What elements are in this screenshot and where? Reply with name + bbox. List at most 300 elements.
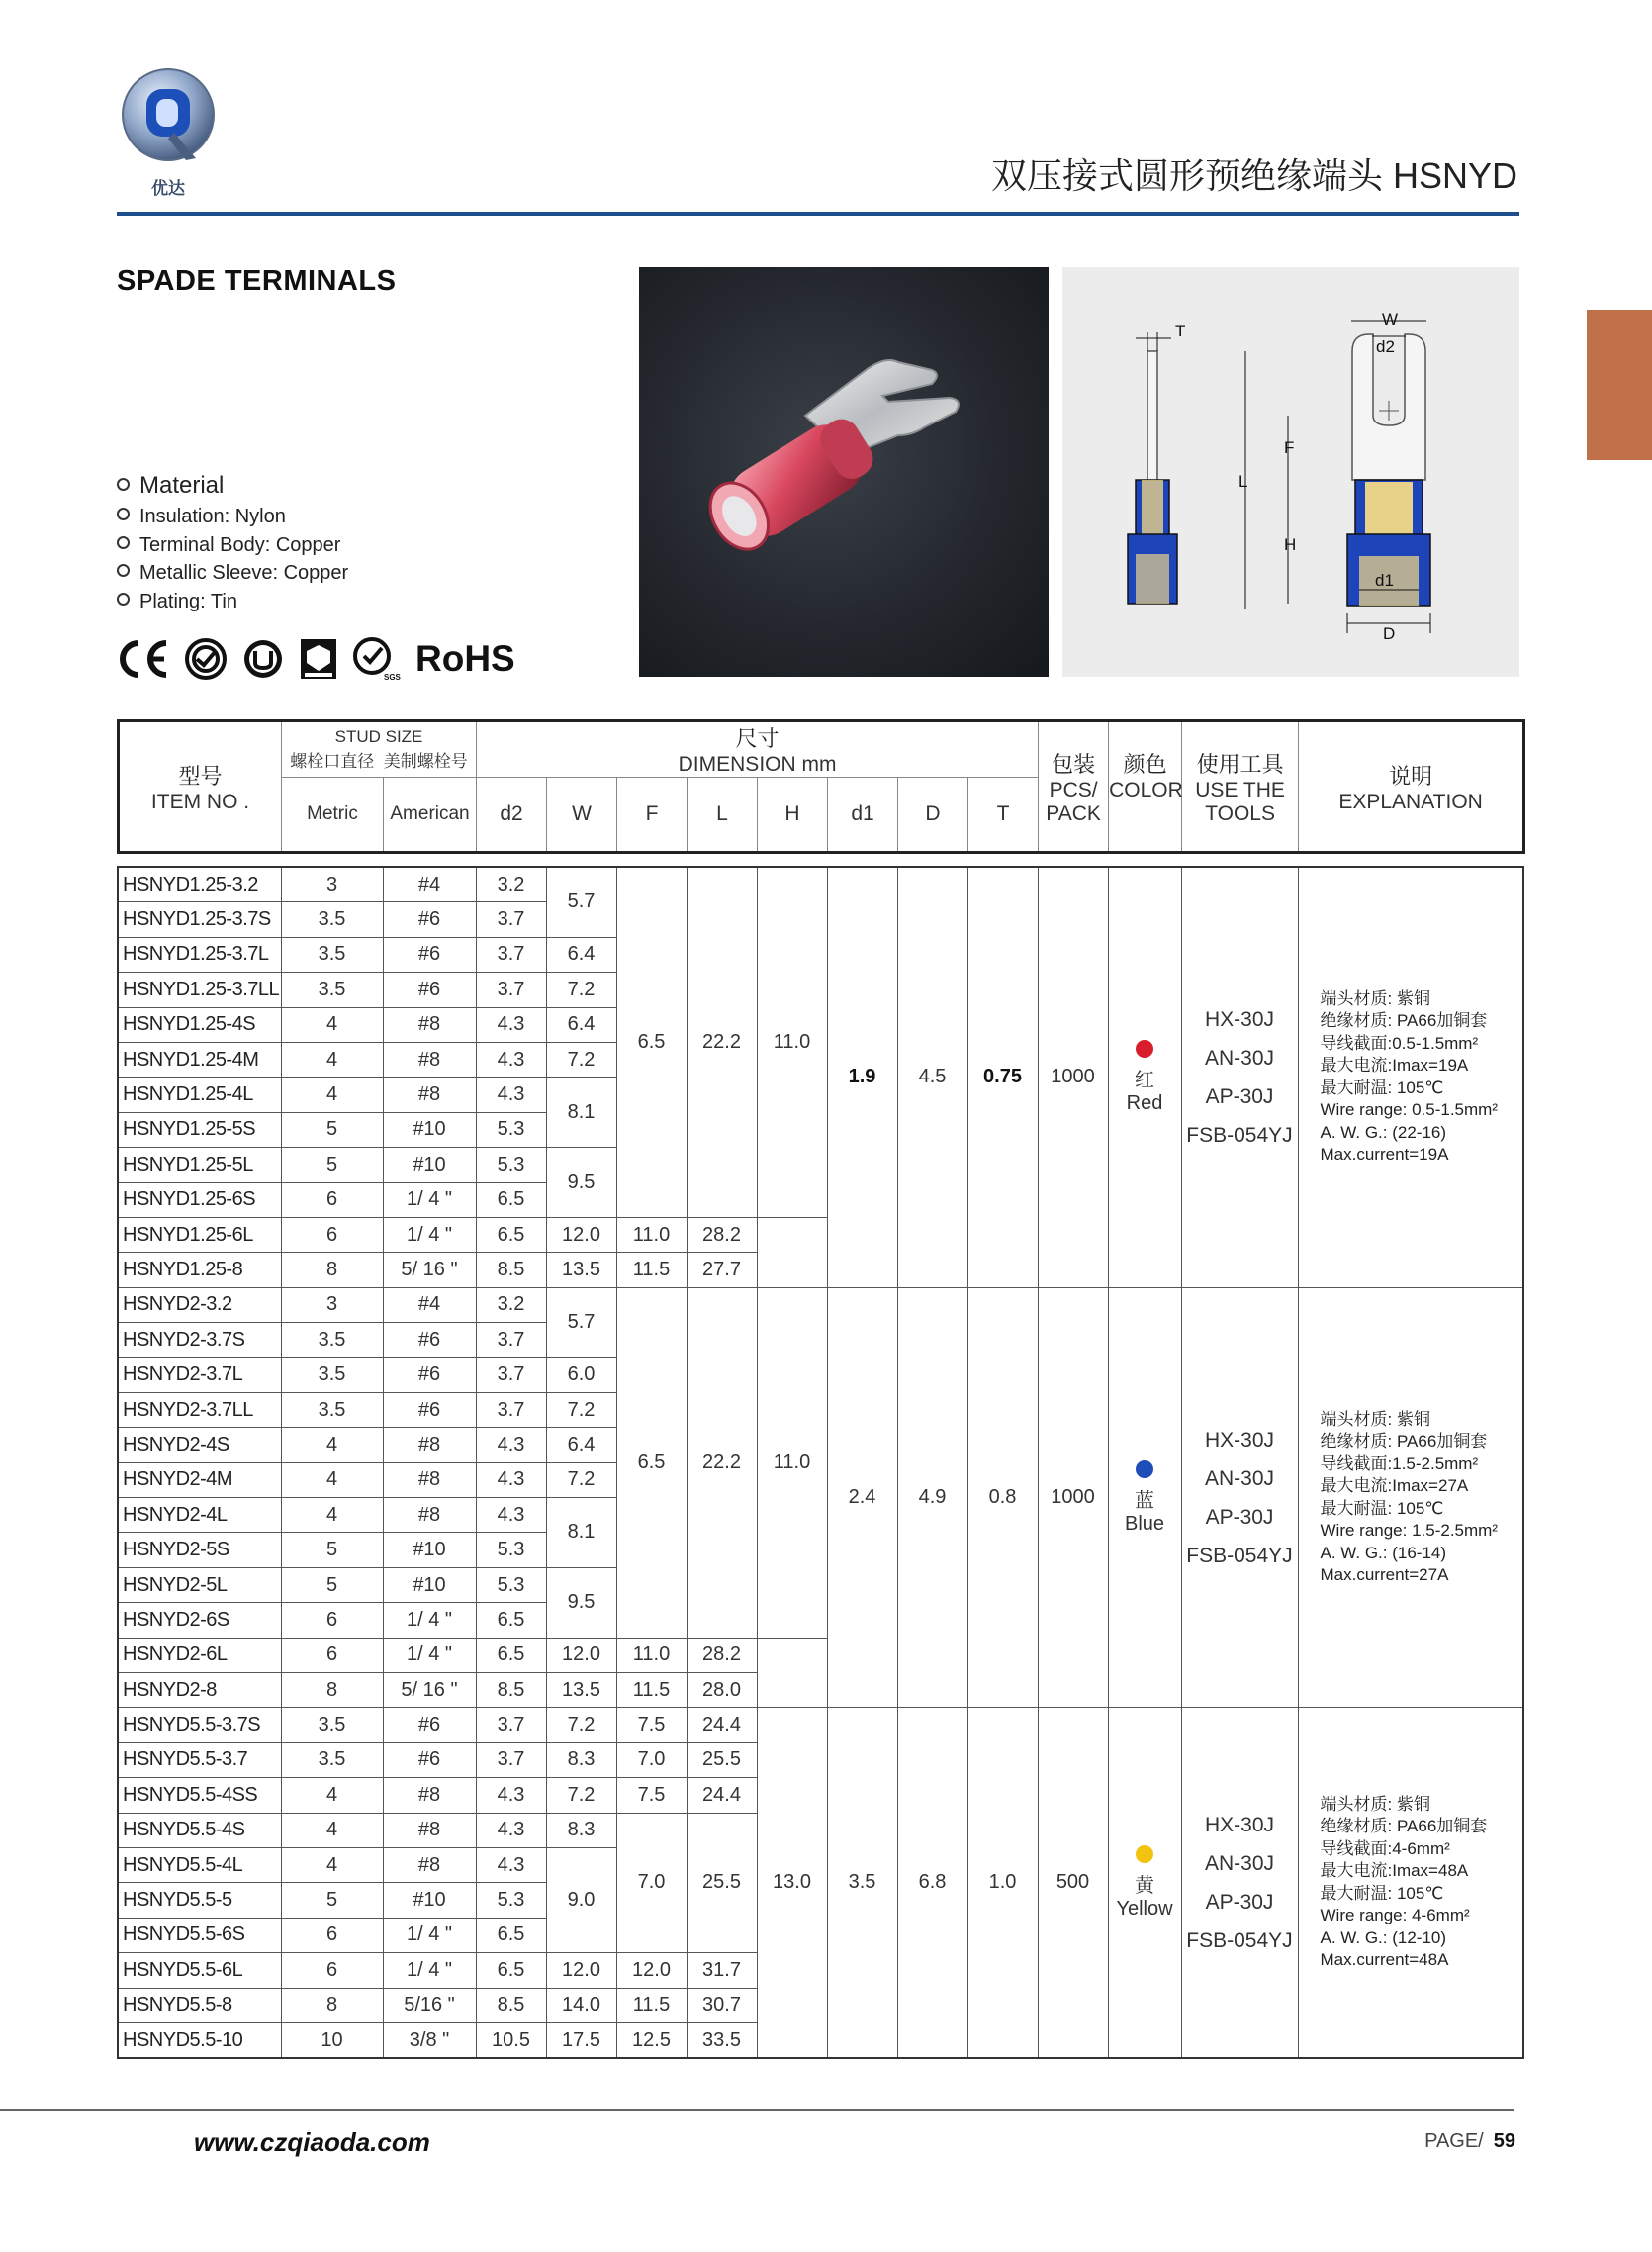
explanation-line: Wire range: 1.5-2.5mm² (1320, 1521, 1498, 1541)
cell-item: HSNYD5.5-6S (118, 1918, 281, 1952)
cell-american: 1/ 4 " (383, 1182, 476, 1217)
label-W: W (1382, 310, 1399, 328)
svg-text:SGS: SGS (384, 673, 401, 682)
explanation-line: Wire range: 4-6mm² (1320, 1906, 1470, 1925)
cell-W: 7.2 (546, 1708, 616, 1742)
cell-explanation (1298, 1708, 1523, 2058)
cell-F: 7.0 (616, 1742, 687, 1777)
explanation-line: 端头材质: 紫铜 (1320, 1409, 1430, 1429)
cell-d2: 3.7 (476, 902, 546, 937)
cell-item: HSNYD1.25-5L (118, 1148, 281, 1182)
color-dot-icon (1136, 1460, 1153, 1478)
header-pack: 包装 PCS/ PACK (1039, 721, 1109, 853)
rohs-label: RoHS (415, 638, 515, 679)
cell-L: 22.2 (687, 867, 757, 1217)
header-dim-d2: d2 (477, 778, 547, 853)
explanation-line: 绝缘材质: PA66加铜套 (1320, 1432, 1488, 1452)
cell-W: 9.0 (546, 1847, 616, 1952)
cell-L: 28.2 (687, 1217, 757, 1252)
cell-metric: 6 (281, 1603, 383, 1638)
cell-metric: 3.5 (281, 1323, 383, 1358)
cell-item: HSNYD2-4M (118, 1462, 281, 1497)
table-row (118, 1287, 1523, 1322)
cell-d2: 4.3 (476, 1042, 546, 1077)
cell-metric: 8 (281, 1253, 383, 1287)
cell-american: #8 (383, 1007, 476, 1042)
cell-F: 11.5 (616, 1988, 687, 2022)
cell-W: 14.0 (546, 1988, 616, 2022)
cell-metric: 5 (281, 1112, 383, 1147)
explanation-line: 最大电流:Imax=19A (1320, 1056, 1469, 1076)
cell-american: #8 (383, 1813, 476, 1847)
cell-item: HSNYD2-6S (118, 1603, 281, 1638)
cell-metric: 4 (281, 1813, 383, 1847)
color-en: Red (1126, 1091, 1163, 1114)
cell-american: #6 (383, 1742, 476, 1777)
cell-H: 11.0 (757, 867, 827, 1217)
cell-american: 5/16 " (383, 1988, 476, 2022)
cell-F: 11.0 (616, 1217, 687, 1252)
dimension-diagram (1062, 267, 1519, 677)
page-number: PAGE/ 59 (1424, 2130, 1515, 2152)
tool-name: AP-30J (1205, 1505, 1274, 1529)
cell-L: 22.2 (687, 1287, 757, 1638)
cell-d2: 4.3 (476, 1078, 546, 1112)
cell-metric: 4 (281, 1007, 383, 1042)
color-dot-icon (1136, 1040, 1153, 1058)
cell-american: 1/ 4 " (383, 1953, 476, 1988)
color-en: Blue (1124, 1512, 1165, 1535)
product-photo (639, 267, 1049, 677)
cell-W: 7.2 (546, 1042, 616, 1077)
cell-american: #6 (383, 1392, 476, 1427)
cell-american: #10 (383, 1148, 476, 1182)
header-dim-W: W (547, 778, 617, 853)
cell-metric: 3.5 (281, 902, 383, 937)
cell-D: 4.9 (897, 1287, 967, 1708)
cell-item: HSNYD2-4S (118, 1428, 281, 1462)
header-dim-T: T (968, 778, 1039, 853)
cell-color (1108, 867, 1181, 1287)
cell-item: HSNYD5.5-8 (118, 1988, 281, 2022)
cell-L: 25.5 (687, 1742, 757, 1777)
explanation-line: Max.current=48A (1320, 1950, 1449, 1970)
saa-icon (299, 637, 338, 681)
cell-d2: 3.7 (476, 1358, 546, 1392)
cell-d2: 3.7 (476, 1742, 546, 1777)
material-item: Insulation: Nylon (117, 503, 348, 531)
cell-item: HSNYD2-3.2 (118, 1287, 281, 1322)
table-row (118, 867, 1523, 902)
cell-american: #8 (383, 1042, 476, 1077)
cell-metric: 8 (281, 1672, 383, 1707)
cell-d2: 8.5 (476, 1253, 546, 1287)
cell-W: 12.0 (546, 1638, 616, 1672)
explanation-line: A. W. G.: (12-10) (1320, 1927, 1447, 1947)
header-color: 颜色 COLOR (1109, 721, 1182, 853)
cell-american: #6 (383, 1323, 476, 1358)
tool-name: HX-30J (1204, 1007, 1275, 1031)
cell-item: HSNYD5.5-4SS (118, 1778, 281, 1813)
cell-d2: 5.3 (476, 1567, 546, 1602)
cell-d2: 3.2 (476, 1287, 546, 1322)
cell-d2: 3.2 (476, 867, 546, 902)
cell-W: 5.7 (546, 1287, 616, 1358)
cell-metric: 3.5 (281, 973, 383, 1007)
cell-F: 11.5 (616, 1253, 687, 1287)
cell-d2: 3.7 (476, 973, 546, 1007)
cell-item: HSNYD5.5-4L (118, 1847, 281, 1882)
header-tools: 使用工具 USE THE TOOLS (1182, 721, 1299, 853)
label-d1: d1 (1375, 571, 1394, 590)
cell-american: #6 (383, 973, 476, 1007)
cell-item: HSNYD2-8 (118, 1672, 281, 1707)
bullet-icon (117, 478, 130, 491)
cell-W: 8.1 (546, 1498, 616, 1568)
page-title: 双压接式圆形预绝缘端头 HSNYD (990, 155, 1517, 196)
explanation-line: 端头材质: 紫铜 (1320, 988, 1430, 1008)
cell-american: #8 (383, 1428, 476, 1462)
cell-d2: 8.5 (476, 1988, 546, 2022)
cell-american: #6 (383, 1358, 476, 1392)
cell-pack: 500 (1038, 1708, 1108, 2058)
cell-item: HSNYD1.25-3.7LL (118, 973, 281, 1007)
label-F: F (1284, 438, 1295, 457)
explanation-line: 最大耐温: 105℃ (1320, 1498, 1444, 1518)
header-divider (117, 212, 1519, 216)
cell-metric: 3.5 (281, 1742, 383, 1777)
cell-metric: 8 (281, 1988, 383, 2022)
header-dim-D: D (898, 778, 968, 853)
spade-terminal-photo-icon (639, 267, 1049, 677)
cell-W: 12.0 (546, 1953, 616, 1988)
cell-F: 12.0 (616, 1953, 687, 1988)
label-d2: d2 (1376, 337, 1395, 356)
bullet-icon (117, 564, 130, 577)
cell-F: 7.5 (616, 1778, 687, 1813)
cell-item: HSNYD1.25-4M (118, 1042, 281, 1077)
cell-tools (1181, 1708, 1298, 2058)
logo-icon (117, 63, 220, 202)
ce-mark-icon (115, 637, 170, 681)
cell-d2: 4.3 (476, 1847, 546, 1882)
cell-item: HSNYD5.5-10 (118, 2022, 281, 2058)
cell-d2: 5.3 (476, 1112, 546, 1147)
cell-W: 9.5 (546, 1148, 616, 1218)
explanation-line: 端头材质: 紫铜 (1320, 1794, 1430, 1814)
cell-F: 6.5 (616, 1287, 687, 1638)
cell-american: 5/ 16 " (383, 1672, 476, 1707)
cell-W: 7.2 (546, 973, 616, 1007)
explanation-line: 绝缘材质: PA66加铜套 (1320, 1817, 1488, 1836)
color-dot-icon (1136, 1845, 1153, 1863)
cell-metric: 4 (281, 1078, 383, 1112)
tool-name: AN-30J (1204, 1851, 1275, 1875)
cell-metric: 10 (281, 2022, 383, 2058)
cell-item: HSNYD1.25-8 (118, 1253, 281, 1287)
cell-T: 1.0 (967, 1708, 1038, 2058)
header-item: 型号 ITEM NO . (119, 721, 282, 853)
cell-L: 28.2 (687, 1638, 757, 1672)
cell-d2: 10.5 (476, 2022, 546, 2058)
cell-item: HSNYD1.25-6S (118, 1182, 281, 1217)
front-view-drawing (1239, 310, 1430, 643)
cell-W: 7.2 (546, 1462, 616, 1497)
cell-W: 6.4 (546, 1007, 616, 1042)
cell-color (1108, 1287, 1181, 1708)
explanation-line: 导线截面:4-6mm² (1320, 1838, 1450, 1858)
cell-d2: 4.3 (476, 1007, 546, 1042)
cell-item: HSNYD1.25-4S (118, 1007, 281, 1042)
cell-american: 3/8 " (383, 2022, 476, 2058)
cell-american: #4 (383, 1287, 476, 1322)
cell-metric: 4 (281, 1042, 383, 1077)
cell-d2: 6.5 (476, 1603, 546, 1638)
cell-american: #4 (383, 867, 476, 902)
cell-metric: 3.5 (281, 937, 383, 972)
cell-american: 5/ 16 " (383, 1253, 476, 1287)
explanation-line: A. W. G.: (22-16) (1320, 1122, 1447, 1142)
header-stud-size: STUD SIZE 螺栓口直径 美制螺栓号 (282, 721, 477, 778)
cell-american: #10 (383, 1533, 476, 1567)
cell-explanation (1298, 867, 1523, 1287)
cell-W: 8.1 (546, 1078, 616, 1148)
header-metric: Metric (282, 778, 384, 853)
explanation-line: 最大电流:Imax=48A (1320, 1861, 1469, 1881)
cell-W: 7.2 (546, 1392, 616, 1427)
label-D: D (1383, 624, 1396, 643)
explanation-line: 导线截面:0.5-1.5mm² (1320, 1033, 1479, 1053)
cell-metric: 3 (281, 867, 383, 902)
cell-american: #8 (383, 1498, 476, 1533)
cell-american: 1/ 4 " (383, 1603, 476, 1638)
cell-d2: 6.5 (476, 1638, 546, 1672)
cell-american: 1/ 4 " (383, 1638, 476, 1672)
cell-d2: 8.5 (476, 1672, 546, 1707)
tool-name: AN-30J (1204, 1466, 1275, 1490)
cell-american: #8 (383, 1778, 476, 1813)
ul-icon (241, 637, 285, 681)
cell-item: HSNYD1.25-3.7L (118, 937, 281, 972)
side-view-drawing (1128, 322, 1185, 604)
cell-metric: 4 (281, 1462, 383, 1497)
certification-row (115, 629, 515, 689)
cell-F: 7.5 (616, 1708, 687, 1742)
explanation-line: 导线截面:1.5-2.5mm² (1320, 1454, 1479, 1473)
footer-divider (0, 2109, 1514, 2111)
cell-H: 13.0 (757, 1708, 827, 2058)
cell-D: 6.8 (897, 1708, 967, 2058)
cell-d2: 4.3 (476, 1498, 546, 1533)
cell-metric: 6 (281, 1217, 383, 1252)
cell-american: #8 (383, 1462, 476, 1497)
color-cn: 黄 (1135, 1874, 1154, 1897)
cell-d2: 6.5 (476, 1918, 546, 1952)
cell-d2: 5.3 (476, 1883, 546, 1918)
cell-T: 0.8 (967, 1287, 1038, 1708)
sgs-icon (352, 636, 401, 682)
cell-american: #10 (383, 1112, 476, 1147)
cell-W: 7.2 (546, 1778, 616, 1813)
cell-metric: 6 (281, 1638, 383, 1672)
cell-item: HSNYD2-4L (118, 1498, 281, 1533)
cell-american: #6 (383, 902, 476, 937)
tool-name: HX-30J (1204, 1813, 1275, 1836)
bullet-icon (117, 508, 130, 520)
footer-website-link[interactable]: www.czqiaoda.com (194, 2127, 430, 2157)
bullet-icon (117, 593, 130, 606)
material-item: Plating: Tin (117, 588, 348, 616)
cell-metric: 6 (281, 1953, 383, 1988)
cell-F: 11.0 (616, 1638, 687, 1672)
material-item: Metallic Sleeve: Copper (117, 559, 348, 588)
cell-F: 12.5 (616, 2022, 687, 2058)
header-dim-d1: d1 (828, 778, 898, 853)
cell-L: 27.7 (687, 1253, 757, 1287)
cell-d1: 3.5 (827, 1708, 897, 2058)
cell-W: 13.5 (546, 1672, 616, 1707)
cell-L: 33.5 (687, 2022, 757, 2058)
cell-item: HSNYD1.25-3.2 (118, 867, 281, 902)
explanation-line: 最大电流:Imax=27A (1320, 1476, 1469, 1496)
cell-metric: 4 (281, 1428, 383, 1462)
cell-d2: 5.3 (476, 1148, 546, 1182)
cell-H-empty (757, 1217, 827, 1287)
cell-item: HSNYD5.5-3.7 (118, 1742, 281, 1777)
cell-W: 6.0 (546, 1358, 616, 1392)
cell-d2: 3.7 (476, 1323, 546, 1358)
explanation-line: Wire range: 0.5-1.5mm² (1320, 1100, 1498, 1120)
bullet-icon (117, 536, 130, 549)
cell-metric: 6 (281, 1918, 383, 1952)
cell-d2: 4.3 (476, 1813, 546, 1847)
cell-metric: 5 (281, 1567, 383, 1602)
header-american: American (384, 778, 477, 853)
explanation-line: Max.current=19A (1320, 1145, 1449, 1165)
cell-metric: 3.5 (281, 1392, 383, 1427)
tool-name: AP-30J (1205, 1084, 1274, 1108)
cell-L: 28.0 (687, 1672, 757, 1707)
cell-item: HSNYD2-5L (118, 1567, 281, 1602)
cell-metric: 3 (281, 1287, 383, 1322)
cell-d2: 5.3 (476, 1533, 546, 1567)
explanation-line: 最大耐温: 105℃ (1320, 1078, 1444, 1097)
cell-item: HSNYD5.5-4S (118, 1813, 281, 1847)
cell-d1: 1.9 (827, 867, 897, 1287)
cell-d2: 3.7 (476, 1708, 546, 1742)
cell-pack: 1000 (1038, 867, 1108, 1287)
explanation-line: Max.current=27A (1320, 1565, 1449, 1585)
cell-metric: 5 (281, 1533, 383, 1567)
cell-W: 6.4 (546, 937, 616, 972)
cell-item: HSNYD1.25-3.7S (118, 902, 281, 937)
explanation-line: 绝缘材质: PA66加铜套 (1320, 1011, 1488, 1031)
spec-table-body (117, 866, 1524, 2059)
cell-W: 17.5 (546, 2022, 616, 2058)
cell-W: 12.0 (546, 1217, 616, 1252)
cell-W: 5.7 (546, 867, 616, 937)
cell-L: 24.4 (687, 1778, 757, 1813)
header-explanation: 说明 EXPLANATION (1299, 721, 1524, 853)
color-en: Yellow (1116, 1897, 1173, 1920)
cell-item: HSNYD5.5-6L (118, 1953, 281, 1988)
cell-d2: 6.5 (476, 1217, 546, 1252)
logo-caption: 优达 (151, 179, 185, 199)
cell-d2: 4.3 (476, 1778, 546, 1813)
table-row (118, 1708, 1523, 1742)
cell-american: #6 (383, 937, 476, 972)
cell-H: 11.0 (757, 1287, 827, 1638)
header-dim-L: L (688, 778, 758, 853)
cell-d2: 3.7 (476, 1392, 546, 1427)
brand-logo (117, 63, 220, 202)
tool-name: FSB-054YJ (1186, 1928, 1293, 1952)
tool-name: FSB-054YJ (1186, 1544, 1293, 1567)
header-dim-H: H (758, 778, 828, 853)
cell-d2: 4.3 (476, 1428, 546, 1462)
cell-F: 11.5 (616, 1672, 687, 1707)
section-title: SPADE TERMINALS (117, 265, 397, 297)
tool-name: FSB-054YJ (1186, 1123, 1293, 1147)
tool-name: AP-30J (1205, 1890, 1274, 1914)
ccc-icon (184, 637, 228, 681)
cell-item: HSNYD1.25-6L (118, 1217, 281, 1252)
cell-H-empty (757, 1638, 827, 1708)
header-dim-F: F (617, 778, 688, 853)
cell-explanation (1298, 1287, 1523, 1708)
cell-metric: 4 (281, 1847, 383, 1882)
cell-metric: 3.5 (281, 1708, 383, 1742)
cell-american: 1/ 4 " (383, 1918, 476, 1952)
material-heading: Material (117, 469, 348, 503)
cell-metric: 4 (281, 1498, 383, 1533)
cell-W: 8.3 (546, 1742, 616, 1777)
cell-T: 0.75 (967, 867, 1038, 1287)
cell-metric: 3.5 (281, 1358, 383, 1392)
cell-L: 30.7 (687, 1988, 757, 2022)
cell-item: HSNYD2-3.7L (118, 1358, 281, 1392)
cell-W: 9.5 (546, 1567, 616, 1638)
cell-item: HSNYD5.5-3.7S (118, 1708, 281, 1742)
explanation-line: A. W. G.: (16-14) (1320, 1543, 1447, 1562)
label-T: T (1175, 322, 1186, 340)
cell-metric: 5 (281, 1148, 383, 1182)
cell-F: 6.5 (616, 867, 687, 1217)
tool-name: HX-30J (1204, 1428, 1275, 1452)
cell-metric: 4 (281, 1778, 383, 1813)
cell-L: 25.5 (687, 1813, 757, 1953)
cell-item: HSNYD2-3.7LL (118, 1392, 281, 1427)
label-L: L (1239, 472, 1248, 491)
cell-american: #10 (383, 1883, 476, 1918)
cell-american: #6 (383, 1708, 476, 1742)
cell-item: HSNYD1.25-4L (118, 1078, 281, 1112)
label-H: H (1284, 535, 1297, 554)
cell-item: HSNYD1.25-5S (118, 1112, 281, 1147)
cell-item: HSNYD2-5S (118, 1533, 281, 1567)
cell-color (1108, 1708, 1181, 2058)
cell-W: 8.3 (546, 1813, 616, 1847)
cell-F: 7.0 (616, 1813, 687, 1953)
cell-tools (1181, 1287, 1298, 1708)
chapter-side-tab (1587, 310, 1652, 460)
cell-metric: 6 (281, 1182, 383, 1217)
cell-d1: 2.4 (827, 1287, 897, 1708)
cell-item: HSNYD5.5-5 (118, 1883, 281, 1918)
color-cn: 红 (1135, 1069, 1154, 1091)
spec-table (117, 719, 1519, 2059)
cell-item: HSNYD2-6L (118, 1638, 281, 1672)
